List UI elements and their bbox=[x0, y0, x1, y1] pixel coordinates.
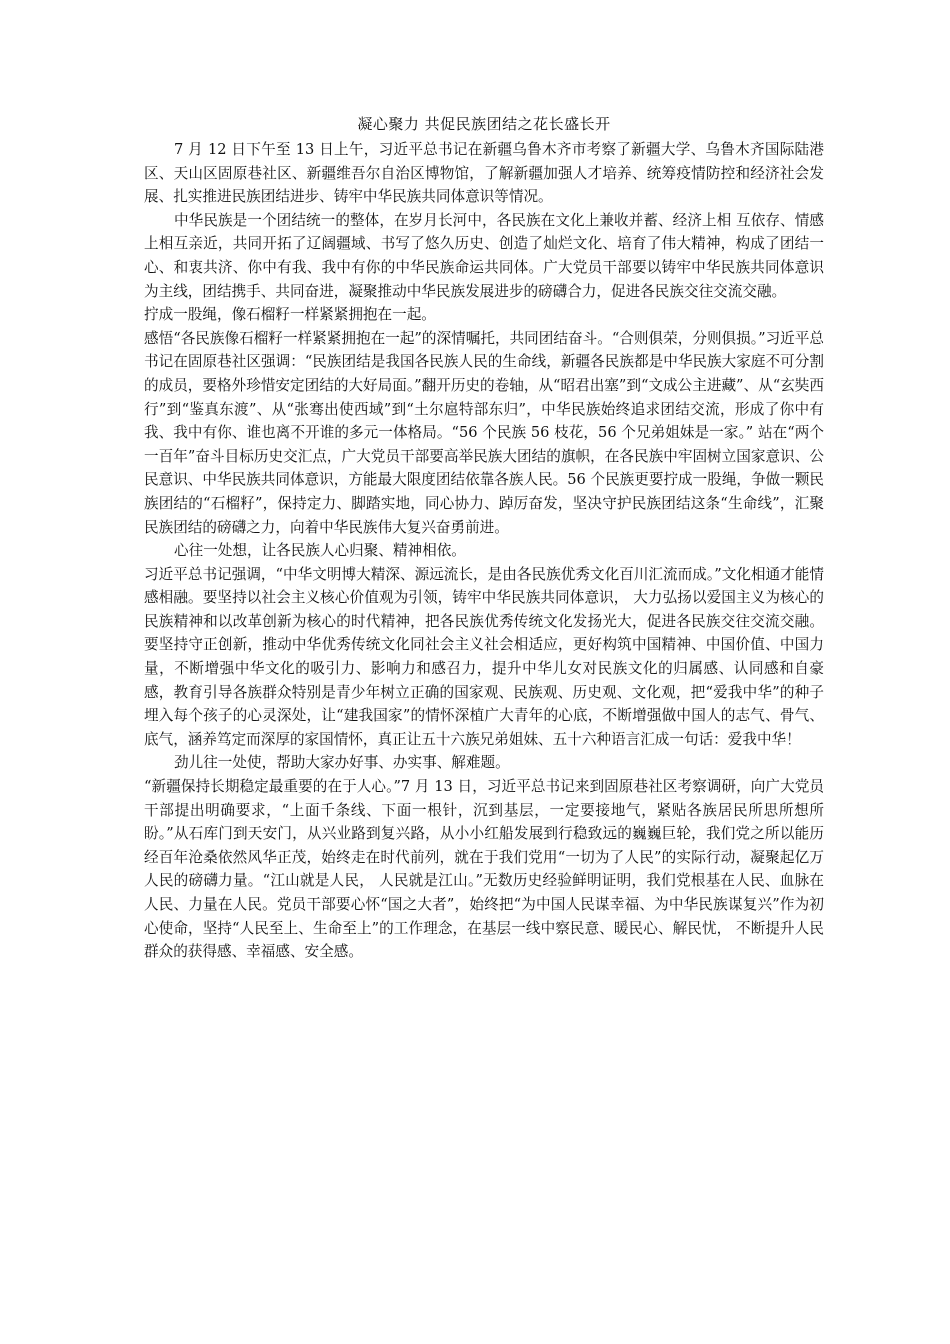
paragraph-people: “新疆保持长期稳定最重要的在于人心。”7 月 13 日，习近平总书记来到固原巷社区考察调研，向广大党员干部提出明确要求，“上面千条线、下面一根针，沉到基层，一定要接地气，紧贴各族居民所思所想所盼。”从石库门到天安门，从兴业路到复兴路，从小小红船发展到行稳致远的巍巍巨轮，我们党之所以能历经百年沧桑依然风华正茂，始终走在时代前列，就在于我们党用“一切为了人民”的实际行动，凝聚起亿万人民的磅礴力量。“江山就是人民， 人民就是江山。”无数历史经验鲜明证明，我们党根基在人民、血脉在人民、力量在人民。党员干部要心怀“国之大者”，始终把“为中国人民谋幸福、为中华民族谋复兴”作为初心使命，坚持“人民至上、生命至上”的工作理念，在基层一线中察民意、暖民心、解民忧， 不断提升人民群众的获得感、幸福感、安全感。 bbox=[144, 778, 824, 961]
paragraph-pomegranate: 感悟“各民族像石榴籽一样紧紧拥抱在一起”的深情嘱托，共同团结奋斗。“合则俱荣，分则俱损。”习近平总书记在固原巷社区强调：“民族团结是我国各民族人民的生命线，新疆各民族都是中华民族大家庭不可分割的成员，要格外珍惜安定团结的大好局面。”翻开历史的卷轴，从“昭君出塞”到“文成公主进藏”、从“玄奘西行”到“鉴真东渡”、从“张骞出使西域”到“土尔扈特部东归”，中华民族始终追求团结交流，形成了你中有我、我中有你、谁也离不开谁的多元一体格局。“56 个民族 56 枝花，56 个兄弟姐妹是一家。” 站在“两个一百年”奋斗目标历史交汇点，广大党员干部要高举民族大团结的旗帜，在各民族中牢固树立国家意识、公民意识、中华民族共同体意识，方能最大限度团结依靠各族人民。56 个民族更要拧成一股绳，争做一颗民族团结的“石榴籽”，保持定力、脚踏实地，同心协力、踔厉奋发，坚决守护民族团结这条“生命线”，汇聚民族团结的磅礴之力，向着中华民族伟大复兴奋勇前进。 bbox=[144, 329, 824, 536]
paragraph-culture: 习近平总书记强调，“中华文明博大精深、源远流长，是由各民族优秀文化百川汇流而成。”文化相通才能情感相融。要坚持以社会主义核心价值观为引领，铸牢中华民族共同体意识， 大力弘扬以爱国主义为核心的民族精神和以改革创新为核心的时代精神，把各民族优秀传统文化发扬光大，促进各民族交往交流交融。要坚持守正创新，推动中华优秀传统文化同社会主义社会相适应，更好构筑中国精神、中国价值、中国力量，不断增强中华文化的吸引力、影响力和感召力，提升中华儿女对民族文化的归属感、认同感和自豪感，教育引导各族群众特别是青少年树立正确的国家观、民族观、历史观、文化观，把“爱我中华”的种子埋入每个孩子的心灵深处，让“建我国家”的情怀深植广大青年的心底，不断增强做中国人的志气、骨气、底气，涵养笃定而深厚的家国情怀，真正让五十六族兄弟姐妹、五十六种语言汇成一句话：爱我中华！ bbox=[144, 565, 824, 748]
paragraph-unity-whole: 中华民族是一个团结统一的整体，在岁月长河中，各民族在文化上兼收并蓄、经济上相 互依存、情感上相互亲近，共同开拓了辽阔疆域、书写了悠久历史、创造了灿烂文化、培育了伟大精神，构成了团结一心、和衷共济、你中有我、我中有你的中华民族命运共同体。广大党员干部要以铸牢中华民族共同体意识为主线，团结携手、共同奋进，凝聚推动中华民族发展进步的磅礴合力，促进各民族交往交流交融。 bbox=[144, 211, 824, 300]
document-title: 凝心聚力 共促民族团结之花长盛长开 bbox=[357, 115, 611, 133]
paragraph-intro: 7 月 12 日下午至 13 日上午，习近平总书记在新疆乌鲁木齐市考察了新疆大学、乌鲁木齐国际陆港区、天山区固原巷社区、新疆维吾尔自治区博物馆，了解新疆加强人才培养、统筹疫情防控和经济社会发展、扎实推进民族团结进步、铸牢中华民族共同体意识等情况。 bbox=[144, 141, 824, 206]
section-heading-one-heart: 心往一处想，让各民族人心归聚、精神相依。 bbox=[174, 542, 466, 560]
section-heading-one-rope: 拧成一股绳，像石榴籽一样紧紧拥抱在一起。 bbox=[144, 306, 436, 324]
document-body bbox=[144, 112, 824, 964]
section-heading-one-effort: 劲儿往一处使，帮助大家办好事、办实事、解难题。 bbox=[174, 754, 510, 772]
